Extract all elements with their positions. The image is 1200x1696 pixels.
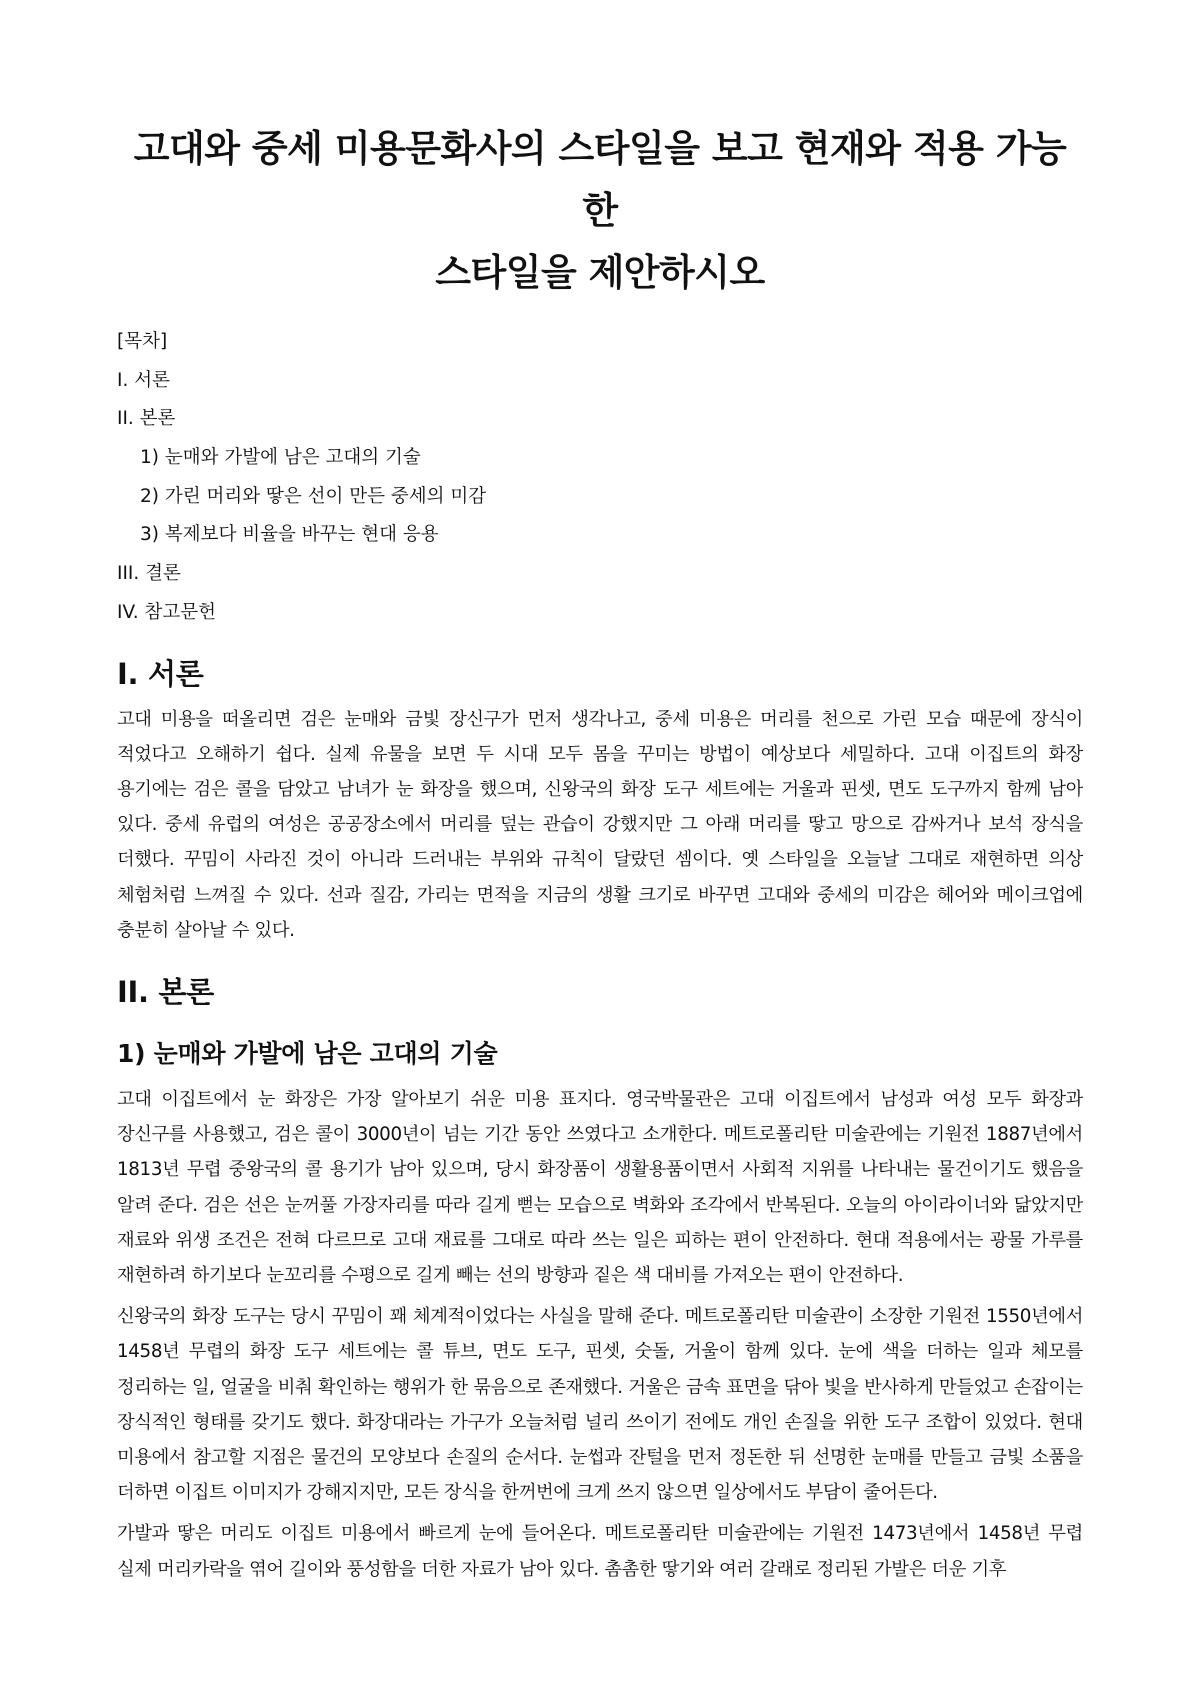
document-title-line-1: 고대와 중세 미용문화사의 스타일을 보고 현재와 적용 가능한 [133,127,1067,232]
table-of-contents [117,330,1083,640]
toc-item-introduction: I. 서론 [117,369,170,391]
document-page [117,0,1083,1696]
toc-item-conclusion: III. 결론 [117,563,181,585]
document-title-line-2: 스타일을 제안하시오 [435,251,765,294]
toc-item-body-3: 3) 복제보다 비율을 바꾸는 현대 응용 [140,524,439,546]
toc-item-body-1: 1) 눈매와 가발에 남은 고대의 기술 [140,447,421,469]
introduction-paragraph: 고대 미용을 떠올리면 검은 눈매와 금빛 장신구가 먼저 생각나고, 중세 미용은 머리를 천으로 가린 모습 때문에 장식이 적었다고 오해하기 쉽다. 실제 유물을 보면 두 시대 모두 몸을 꾸미는 방법이 예상보다 세밀하다. 고대 이집트의 화장 용기에는 검은 콜을 담았고 남녀가 눈 화장을 했으며, 신왕국의 화장 도구 세트에는 거울과 핀셋, 면도 도구까지 함께 남아 있다. 중세 유럽의 여성은 공공장소에서 머리를 덮는 관습이 강했지만 그 아래 머리를 땋고 망으로 감싸거나 보석 장식을 더했다. 꾸밈이 사라진 것이 아니라 드러내는 부위와 규칙이 달랐던 셈이다. 옛 스타일을 오늘날 그대로 재현하면 의상 체험처럼 느껴질 수 있다. 선과 질감, 가리는 면적을 지금의 생활 크기로 바꾸면 고대와 중세의 미감은 헤어와 메이크업에 충분히 살아날 수 있다. [117,708,1083,941]
document-title [117,118,1083,304]
subsection-1-paragraph: 신왕국의 화장 도구는 당시 꾸밈이 꽤 체계적이었다는 사실을 말해 준다. 메트로폴리탄 미술관이 소장한 기원전 1550년에서 1458년 무렵의 화장 도구 세트에는 콜 튜브, 면도 도구, 핀셋, 숫돌, 거울이 함께 있다. 눈에 색을 더하는 일과 체모를 정리하는 일, 얼굴을 비춰 확인하는 행위가 한 묶음으로 존재했다. 거울은 금속 표면을 닦아 빛을 반사하게 만들었고 손잡이는 장식적인 형태를 갖기도 했다. 화장대라는 가구가 오늘처럼 널리 쓰이기 전에도 개인 손질을 위한 도구 조합이 있었다. 현대 미용에서 참고할 지점은 물건의 모양보다 손질의 순서다. 눈썹과 잔털을 먼저 정돈한 뒤 선명한 눈매를 만들고 금빛 소품을 더하면 이집트 이미지가 강해지지만, 모든 장식을 한꺼번에 크게 쓰지 않으면 일상에서도 부담이 줄어든다. [117,1306,1083,1504]
subsection-heading-1: 1) 눈매와 가발에 남은 고대의 기술 [117,1038,498,1068]
section-heading-body: II. 본론 [117,974,214,1009]
subsection-1-paragraph: 고대 이집트에서 눈 화장은 가장 알아보기 쉬운 미용 표지다. 영국박물관은 고대 이집트에서 남성과 여성 모두 화장과 장신구를 사용했고, 검은 콜이 3000년이 넘는 기간 동안 쓰였다고 소개한다. 메트로폴리탄 미술관에는 기원전 1887년에서 1813년 무렵 중왕국의 콜 용기가 남아 있으며, 당시 화장품이 생활용품이면서 사회적 지위를 나타내는 물건이기도 했음을 알려 준다. 검은 선은 눈꺼풀 가장자리를 따라 길게 뻗는 모습으로 벽화와 조각에서 반복된다. 오늘의 아이라이너와 닮았지만 재료와 위생 조건은 전혀 다르므로 고대 재료를 그대로 따라 쓰는 일은 피하는 편이 안전하다. 현대 적용에서는 광물 가루를 재현하려 하기보다 눈꼬리를 수평으로 길게 빼는 선의 방향과 짙은 색 대비를 가져오는 편이 안전하다. [117,1088,1083,1286]
toc-item-references: IV. 참고문헌 [117,601,216,623]
subsection-1-paragraph: 가발과 땋은 머리도 이집트 미용에서 빠르게 눈에 들어온다. 메트로폴리탄 미술관에는 기원전 1473년에서 1458년 무렵 실제 머리카락을 엮어 길이와 풍성함을 더한 자료가 남아 있다. 촘촘한 땋기와 여러 갈래로 정리된 가발은 더운 기후 [117,1523,1083,1580]
toc-heading: [목차] [117,331,168,352]
toc-item-body: II. 본론 [117,408,176,430]
toc-item-body-2: 2) 가린 머리와 땋은 선이 만든 중세의 미감 [140,485,487,507]
section-heading-introduction: I. 서론 [117,656,204,691]
